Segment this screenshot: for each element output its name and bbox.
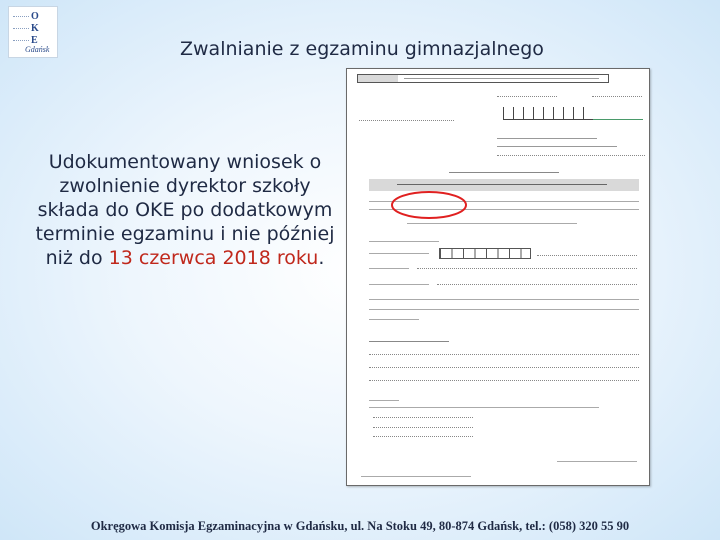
doc-footnote-line — [361, 476, 471, 477]
doc-header-tab — [358, 75, 398, 82]
doc-line — [497, 155, 645, 156]
logo-dotted-rule — [13, 40, 29, 41]
doc-text-line — [369, 400, 399, 401]
doc-text-line — [369, 309, 639, 310]
doc-signature-line — [557, 461, 637, 462]
doc-line — [373, 436, 473, 437]
logo-dotted-rule — [13, 28, 29, 29]
doc-section-title — [369, 169, 634, 177]
logo-letter: O — [31, 11, 39, 22]
body-text-main: Udokumentowany wniosek o zwolnienie dyrektor szkoły składa do OKE po dodatkowym terminie egzaminu i nie później niż do — [35, 151, 335, 269]
doc-line — [369, 367, 639, 368]
doc-code-boxes — [503, 107, 593, 120]
doc-line — [437, 284, 637, 285]
logo-dotted-rule — [13, 16, 29, 17]
doc-line — [369, 354, 639, 355]
doc-text-line — [369, 284, 429, 285]
doc-line — [497, 96, 557, 97]
doc-line — [417, 268, 637, 269]
doc-text-line — [369, 319, 419, 320]
doc-line — [592, 96, 642, 97]
slide-body-text — [30, 150, 340, 270]
doc-text-line — [369, 241, 439, 242]
doc-line — [497, 138, 597, 139]
doc-text-line — [407, 223, 577, 224]
annotation-ellipse — [389, 189, 469, 221]
doc-line — [359, 120, 454, 121]
doc-text-line — [369, 341, 449, 342]
doc-line — [369, 380, 639, 381]
oke-logo — [8, 6, 58, 58]
deadline-highlight: 13 czerwca 2018 roku — [108, 247, 319, 269]
doc-header-band — [357, 74, 609, 83]
logo-city: Gdańsk — [25, 45, 50, 54]
doc-text-line — [369, 253, 429, 254]
doc-text-line — [369, 407, 599, 408]
footer-address: Okręgowa Komisja Egzaminacyjna w Gdańsku, ul. Na Stoku 49, 80-874 Gdańsk, tel.: (058) 320 55 90 — [90, 519, 630, 533]
slide-title: Zwalnianie z egzaminu gimnazjalnego — [180, 38, 544, 60]
logo-letter: E — [31, 35, 38, 46]
logo-letter: K — [31, 23, 39, 34]
doc-text-line — [369, 268, 409, 269]
doc-line — [497, 146, 617, 147]
body-text-end: . — [318, 247, 325, 269]
doc-date-boxes — [439, 248, 531, 259]
form-document-thumbnail — [346, 68, 650, 486]
doc-line — [593, 119, 643, 120]
doc-line — [373, 427, 473, 428]
doc-header-text — [404, 78, 599, 79]
doc-line — [537, 255, 637, 256]
doc-text-line — [369, 299, 639, 300]
doc-line — [373, 417, 473, 418]
